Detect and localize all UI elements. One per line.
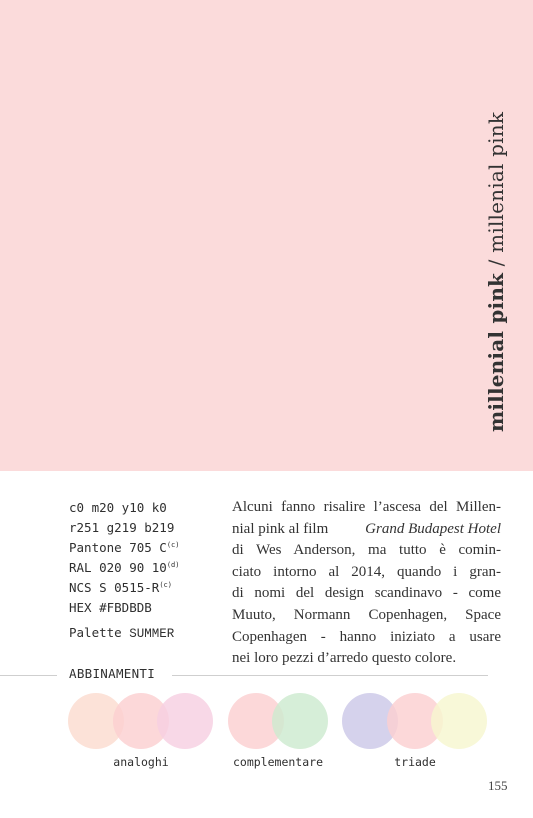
abbinamenti-label: ABBINAMENTI bbox=[69, 666, 156, 681]
cmyk-code: c0 m20 y10 k0 bbox=[69, 500, 167, 515]
description-line bbox=[232, 519, 501, 541]
hex-code: HEX #FBDBDB bbox=[69, 600, 152, 615]
color-title-regular: millenial pink bbox=[484, 111, 508, 253]
description-text bbox=[232, 497, 501, 670]
pantone-note: (c) bbox=[166, 540, 180, 549]
color-circle bbox=[157, 693, 213, 749]
ral-code-line bbox=[69, 558, 180, 578]
page-number: 155 bbox=[488, 778, 508, 793]
description-line: Muuto, Normann Copenhagen, Space bbox=[232, 606, 501, 623]
palette-label: Palette bbox=[69, 625, 122, 640]
ncs-code-line bbox=[69, 578, 180, 598]
description-line-part: nial pink al film bbox=[232, 520, 329, 537]
rgb-code: r251 g219 b219 bbox=[69, 520, 175, 535]
color-circle bbox=[272, 693, 328, 749]
description-line: di Wes Anderson, ma tutto è comin- bbox=[232, 542, 501, 559]
film-title: Grand Budapest Hotel bbox=[365, 520, 501, 537]
combo-label-complementare: complementare bbox=[232, 755, 324, 769]
palette-name: SUMMER bbox=[129, 627, 175, 641]
ral-note: (d) bbox=[166, 560, 180, 569]
description-line: Alcuni fanno risalire l’ascesa del Millen- bbox=[232, 499, 501, 515]
pantone-code: Pantone 705 C bbox=[69, 540, 167, 555]
description-line: di nomi del design scandinavo - come bbox=[232, 585, 501, 602]
color-title bbox=[484, 112, 508, 432]
abbinamenti-header bbox=[0, 666, 533, 686]
ncs-code: NCS S 0515-R bbox=[69, 580, 160, 595]
pantone-code-line bbox=[69, 538, 180, 558]
description-line: Copenhagen - hanno iniziato a usare bbox=[232, 628, 501, 645]
color-title-bold: millenial pink bbox=[484, 272, 508, 432]
color-circle bbox=[431, 693, 487, 749]
ral-code: RAL 020 90 10 bbox=[69, 560, 167, 575]
divider-left bbox=[0, 675, 57, 676]
combo-label-analoghi: analoghi bbox=[113, 755, 169, 769]
color-title-separator: / bbox=[484, 252, 508, 273]
color-codes bbox=[69, 498, 180, 618]
palette-line bbox=[69, 625, 174, 641]
description-line: ciato intorno al 2014, quando i gran- bbox=[232, 563, 501, 580]
description-line: nei loro pezzi d’arredo questo colore. bbox=[232, 650, 457, 667]
combo-label-triade: triade bbox=[394, 755, 436, 769]
divider-right bbox=[172, 675, 488, 676]
ncs-note: (c) bbox=[159, 580, 172, 589]
